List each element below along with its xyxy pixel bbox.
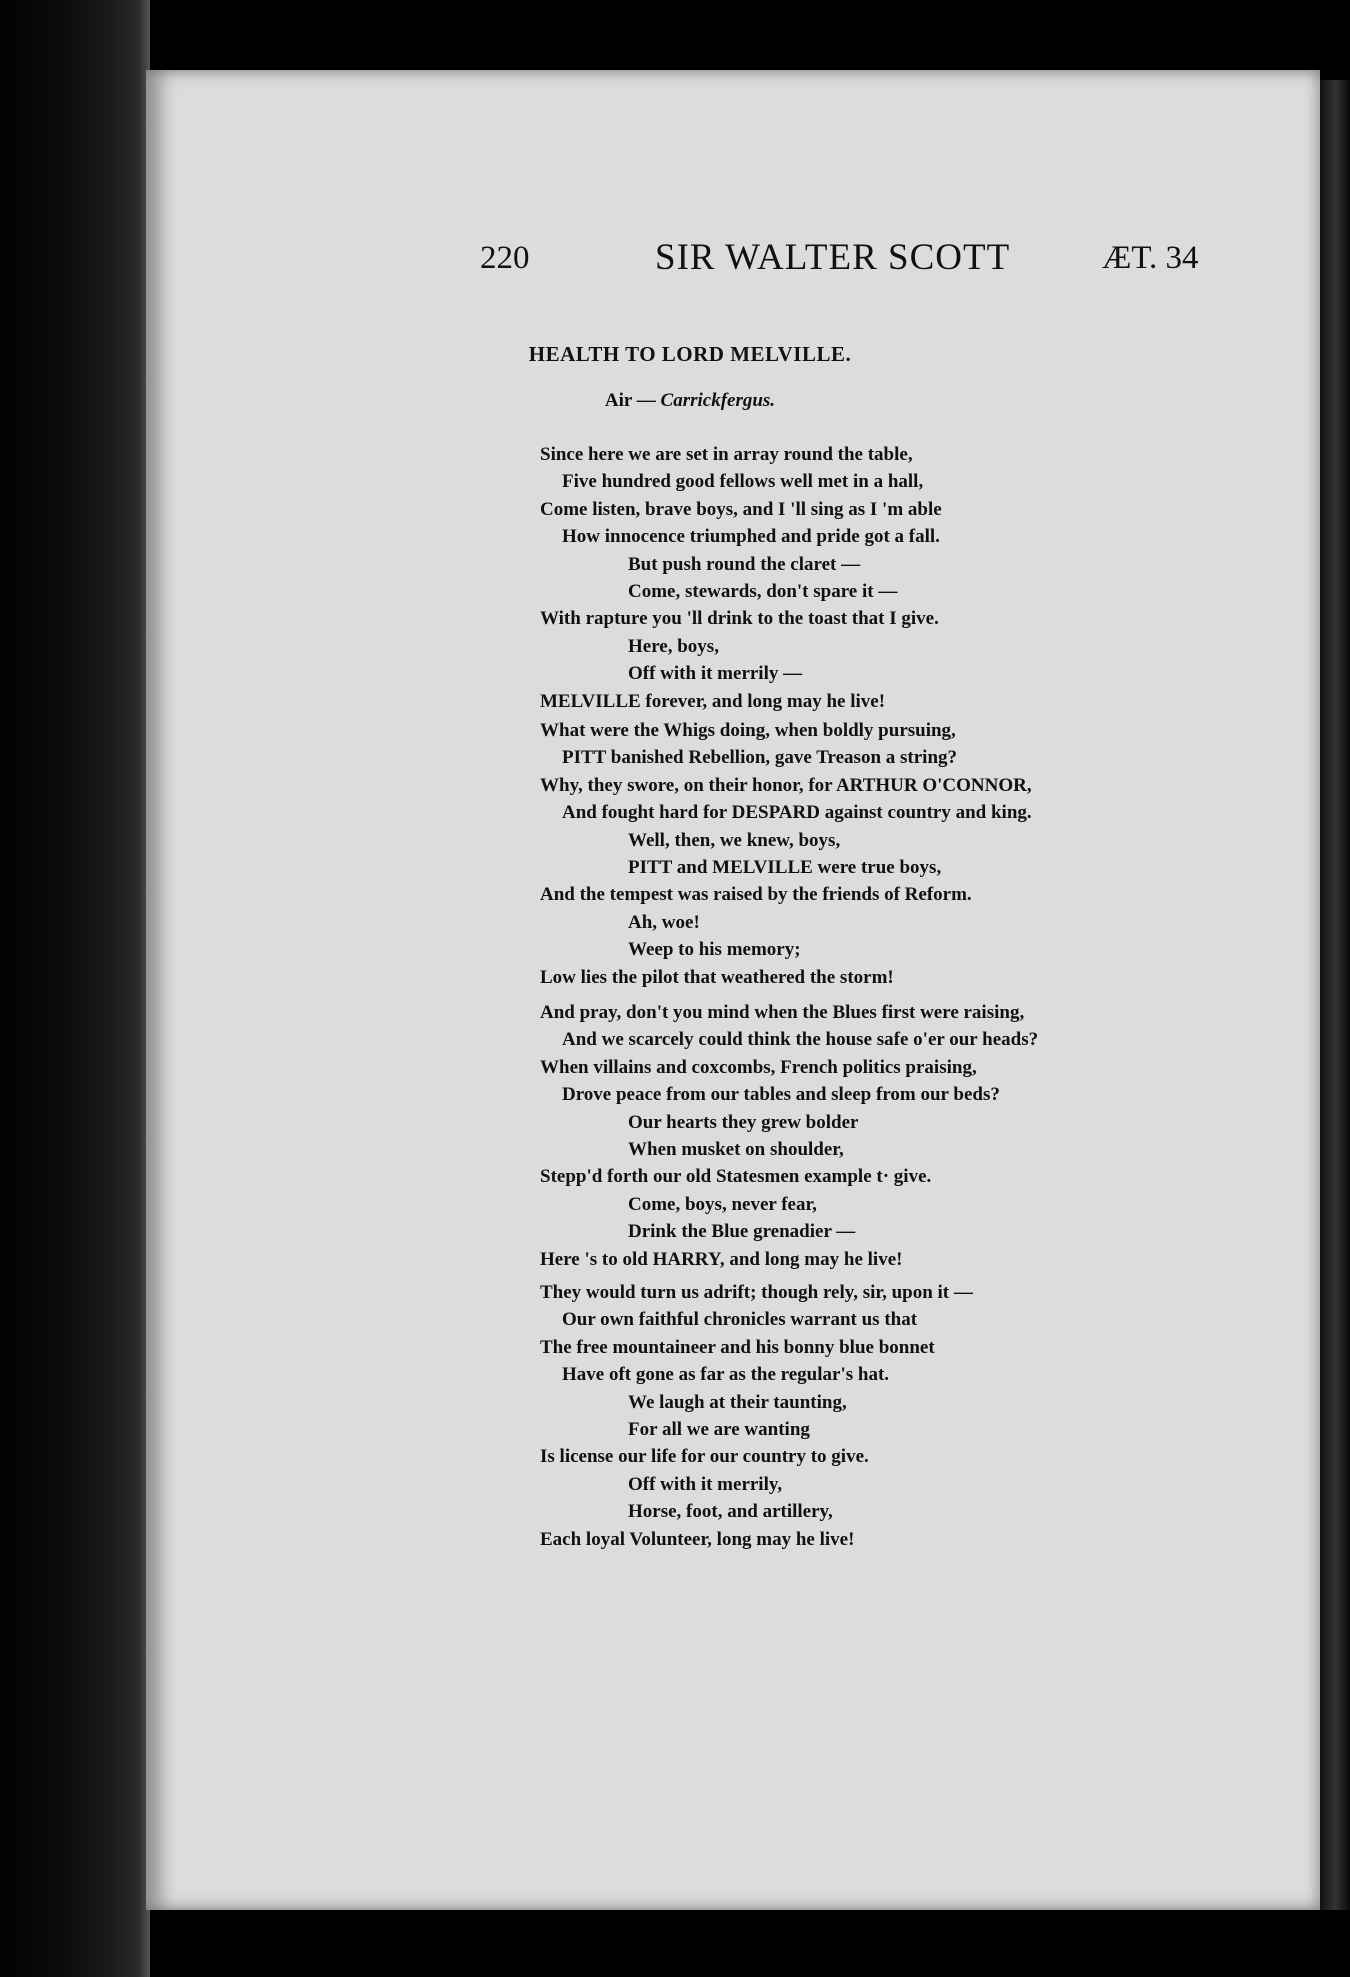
poem-line: With rapture you 'll drink to the toast that I give. <box>540 608 939 630</box>
poem-line: The free mountaineer and his bonny blue bonnet <box>540 1336 935 1358</box>
poem-line: Here 's to old HARRY, and long may he live! <box>540 1248 903 1270</box>
poem-line: Why, they swore, on their honor, for ARTHUR O'CONNOR, <box>540 774 1032 796</box>
poem-line: And fought hard for DESPARD against country and king. <box>562 802 1032 824</box>
poem-line: Drink the Blue grenadier — <box>628 1221 856 1243</box>
air-prefix: Air — <box>604 390 661 411</box>
poem-line: Our own faithful chronicles warrant us that <box>562 1309 918 1331</box>
poem-line: Come listen, brave boys, and I 'll sing as I 'm able <box>540 498 942 520</box>
poem-line: How innocence triumphed and pride got a fall. <box>562 526 940 548</box>
poem-line: MELVILLE forever, and long may he live! <box>540 690 886 712</box>
poem-line: And pray, don't you mind when the Blues first were raising, <box>540 1002 1025 1023</box>
poem-line: PITT and MELVILLE were true boys, <box>628 857 942 878</box>
poem-air <box>0 390 1350 412</box>
poem-line: Well, then, we knew, boys, <box>628 829 841 851</box>
poem-line: PITT banished Rebellion, gave Treason a string? <box>562 747 958 769</box>
poem-line: Five hundred good fellows well met in a hall, <box>562 471 924 493</box>
poem-line: Here, boys, <box>628 635 719 657</box>
poem-line: Come, boys, never fear, <box>628 1193 817 1215</box>
poem-line: Stepp'd forth our old Statesmen example t· give. <box>540 1166 932 1188</box>
poem-line: Our hearts they grew bolder <box>628 1111 859 1133</box>
poem-title: HEALTH TO LORD MELVILLE. <box>528 342 852 366</box>
poem-line: Low lies the pilot that weathered the storm! <box>540 966 894 988</box>
page-number: 220 <box>480 240 530 276</box>
poem-line: Come, stewards, don't spare it — <box>628 581 898 602</box>
poem-line: When villains and coxcombs, French politics praising, <box>540 1056 977 1078</box>
poem-line: Horse, foot, and artillery, <box>628 1501 833 1523</box>
poem-line: Weep to his memory; <box>628 939 801 961</box>
poem-line: They would turn us adrift; though rely, sir, upon it — <box>540 1282 973 1303</box>
poem-line: And the tempest was raised by the friends of Reform. <box>540 884 972 906</box>
book-title: SIR WALTER SCOTT <box>655 237 1011 278</box>
poem-line: Is license our life for our country to give. <box>540 1446 869 1468</box>
poem-line: Ah, woe! <box>628 911 700 933</box>
poem-line: What were the Whigs doing, when boldly pursuing, <box>540 720 956 741</box>
poem-line: Drove peace from our tables and sleep from our beds? <box>562 1084 1000 1106</box>
poem-line: Have oft gone as far as the regular's hat. <box>562 1364 890 1386</box>
poem-line: When musket on shoulder, <box>628 1139 844 1160</box>
book-spine-shadow <box>0 0 150 1977</box>
running-header <box>0 237 1350 290</box>
poem-line: We laugh at their taunting, <box>628 1391 847 1413</box>
poem-line: Each loyal Volunteer, long may he live! <box>540 1528 855 1550</box>
poem-line: For all we are wanting <box>628 1419 810 1440</box>
poem-line: Off with it merrily, <box>628 1473 783 1495</box>
age-label: ÆT. 34 <box>1102 240 1199 276</box>
air-tune: Carrickfergus. <box>660 390 776 411</box>
poem-line: Off with it merrily — <box>628 663 803 685</box>
poem-line: Since here we are set in array round the table, <box>540 444 913 465</box>
poem-line: And we scarcely could think the house safe o'er our heads? <box>562 1029 1039 1051</box>
poem-line: But push round the claret — <box>628 553 861 575</box>
